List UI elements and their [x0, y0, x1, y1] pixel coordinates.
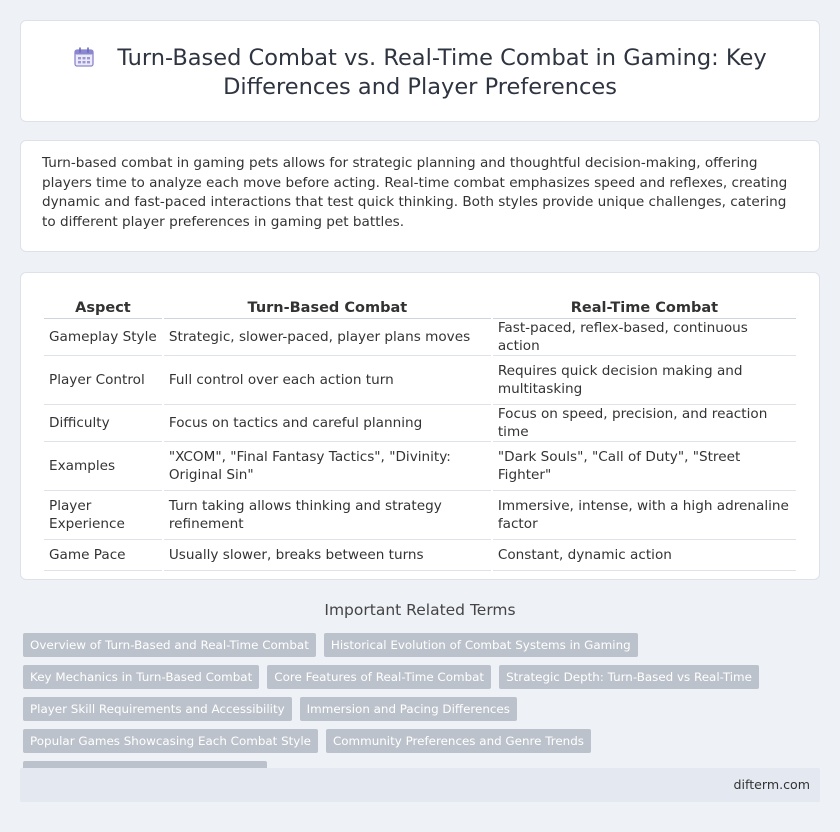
row-aspect: Game Pace [44, 540, 162, 571]
row-aspect: Player Control [44, 356, 162, 405]
table-row [44, 319, 796, 356]
row-turn-based: Strategic, slower-paced, player plans moves [164, 319, 491, 356]
header-aspect: Aspect [44, 296, 162, 319]
row-real-time: Constant, dynamic action [493, 540, 796, 571]
intro-paragraph: Turn-based combat in gaming pets allows for strategic planning and thoughtful decision-making, offering players time to analyze each move before acting. Real-time combat emphasizes speed and reflexes, creating dynamic and fast-paced interactions that test quick thinking. Both styles provide unique challenges, catering to different player preferences in gaming pet battles. [42, 155, 788, 231]
row-aspect: Examples [44, 442, 162, 491]
term-tag[interactable]: Community Preferences and Genre Trends [326, 729, 591, 753]
term-tag[interactable]: Core Features of Real-Time Combat [267, 665, 491, 689]
table-header-row [44, 296, 796, 319]
row-real-time: "Dark Souls", "Call of Duty", "Street Fighter" [493, 442, 796, 491]
table-row [44, 540, 796, 571]
comparison-card [20, 272, 820, 580]
table-row [44, 405, 796, 442]
term-tag[interactable]: Key Mechanics in Turn-Based Combat [23, 665, 259, 689]
table-row [44, 491, 796, 540]
term-tag[interactable]: Strategic Depth: Turn-Based vs Real-Time [499, 665, 759, 689]
header-real-time: Real-Time Combat [493, 296, 796, 319]
row-aspect: Difficulty [44, 405, 162, 442]
footer [20, 768, 820, 802]
page-title: Turn-Based Combat vs. Real-Time Combat in Gaming: Key Differences and Player Preferences [117, 45, 767, 100]
row-real-time: Immersive, intense, with a high adrenaline factor [493, 491, 796, 540]
related-terms-heading: Important Related Terms [324, 601, 516, 619]
row-turn-based: Full control over each action turn [164, 356, 491, 405]
term-tag[interactable]: Historical Evolution of Combat Systems in Gaming [324, 633, 638, 657]
row-real-time: Focus on speed, precision, and reaction time [493, 405, 796, 442]
row-real-time: Requires quick decision making and multitasking [493, 356, 796, 405]
page-title-wrap [21, 44, 819, 102]
term-tag[interactable]: Popular Games Showcasing Each Combat Style [23, 729, 318, 753]
row-turn-based: Usually slower, breaks between turns [164, 540, 491, 571]
row-turn-based: Focus on tactics and careful planning [164, 405, 491, 442]
table-row [44, 442, 796, 491]
row-aspect: Gameplay Style [44, 319, 162, 356]
row-turn-based: "XCOM", "Final Fantasy Tactics", "Divinity: Original Sin" [164, 442, 491, 491]
calendar-icon [73, 46, 95, 68]
row-aspect: Player Experience [44, 491, 162, 540]
header-turn-based: Turn-Based Combat [164, 296, 491, 319]
footer-site-link[interactable]: difterm.com [733, 777, 810, 792]
table-row [44, 356, 796, 405]
comparison-table [42, 296, 798, 571]
term-tag[interactable]: Overview of Turn-Based and Real-Time Combat [23, 633, 316, 657]
intro-card [20, 140, 820, 252]
row-turn-based: Turn taking allows thinking and strategy refinement [164, 491, 491, 540]
title-card [20, 20, 820, 122]
term-tag[interactable]: Immersion and Pacing Differences [300, 697, 517, 721]
term-tag[interactable]: Player Skill Requirements and Accessibility [23, 697, 292, 721]
row-real-time: Fast-paced, reflex-based, continuous action [493, 319, 796, 356]
